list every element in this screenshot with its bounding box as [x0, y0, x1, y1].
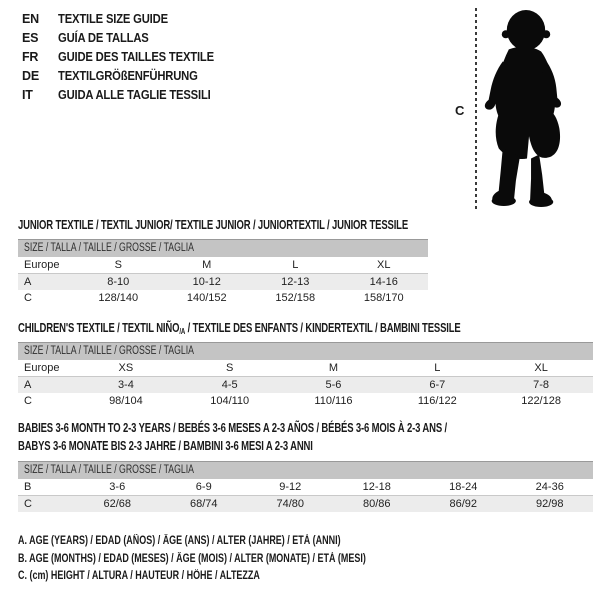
table-row: [18, 360, 593, 377]
cell: 140/152: [186, 292, 227, 304]
cell: M: [163, 257, 252, 274]
table-row: [18, 257, 428, 274]
row-label: Europe: [18, 257, 74, 274]
baby-silhouette: [480, 7, 574, 209]
cell: 3-4: [74, 377, 178, 394]
children-table-title: CHILDREN'S TEXTILE / TEXTIL NIÑO/A / TEXTILE DES ENFANTS / KINDERTEXTIL / BAMBINI TESSILE: [18, 321, 461, 336]
legend-notes: [18, 533, 464, 586]
cell: 24-36: [507, 479, 594, 496]
table-row: [18, 377, 593, 394]
table-row: [18, 393, 593, 409]
row-label: Europe: [18, 360, 74, 377]
lang-code: EN: [22, 12, 39, 26]
height-measure-label: C: [455, 103, 465, 118]
lang-label: GUÍA DE TALLAS: [58, 31, 149, 45]
cell: 158/170: [363, 292, 404, 304]
row-label: B: [18, 479, 74, 496]
cell: 98/104: [109, 395, 143, 407]
cell: 80/86: [334, 496, 421, 513]
height-measure-dashed-line: [475, 8, 477, 210]
size-header-bar: SIZE / TALLA / TAILLE / GRÖSSE / TAGLIA: [18, 343, 593, 361]
row-label: A: [18, 377, 74, 394]
cell: XL: [340, 257, 429, 274]
note-c: C. (cm) HEIGHT / ALTURA / HAUTEUR / HÖHE / ALTEZZA: [18, 570, 260, 582]
cell: 152/158: [275, 292, 316, 304]
size-header-bar: SIZE / TALLA / TAILLE / GRÖSSE / TAGLIA: [18, 240, 428, 258]
cell: 4-5: [178, 377, 282, 394]
table-row: [18, 479, 593, 496]
cell: M: [282, 360, 386, 377]
cell: S: [74, 257, 163, 274]
lang-code: FR: [22, 50, 39, 64]
lang-row-it: [22, 88, 231, 107]
table-row: [18, 496, 593, 513]
cell: L: [251, 257, 340, 274]
lang-label: GUIDA ALLE TAGLIE TESSILI: [58, 88, 211, 102]
cell: 110/116: [314, 395, 353, 407]
cell: 62/68: [74, 496, 161, 513]
cell: 6-9: [161, 479, 248, 496]
cell: 3-6: [74, 479, 161, 496]
cell: 6-7: [385, 377, 489, 394]
lang-row-fr: [22, 50, 231, 69]
size-header-bar: SIZE / TALLA / TAILLE / GRÖSSE / TAGLIA: [18, 462, 593, 480]
lang-label: TEXTILE SIZE GUIDE: [58, 12, 168, 26]
row-label: C: [24, 395, 32, 407]
note-b: B. AGE (MONTHS) / EDAD (MESES) / ÂGE (MOIS) / ALTER (MONATE) / ETÀ (MESI): [18, 552, 366, 565]
row-label: C: [18, 496, 74, 513]
babies-table-title: BABIES 3-6 MONTH TO 2-3 YEARS / BEBÉS 3-6 MESES A 2-3 AÑOS / BÉBÉS 3-6 MOIS À 2-3 ANS / BABYS 3-6 MONATE BIS 2-3 JAHRE / BAMBINI 3-6 MESI A 2-3 ANNI: [18, 421, 447, 453]
cell: 86/92: [420, 496, 507, 513]
table-row: [18, 274, 428, 291]
cell: 18-24: [420, 479, 507, 496]
row-label: C: [24, 292, 32, 304]
cell: 68/74: [161, 496, 248, 513]
lang-row-es: [22, 31, 231, 50]
note-a: A. AGE (YEARS) / EDAD (AÑOS) / ÂGE (ANS) / ALTER (JAHRE) / ETÀ (ANNI): [18, 535, 341, 547]
lang-row-en: [22, 12, 231, 31]
children-size-table: [18, 342, 593, 409]
lang-label: TEXTILGRÖßENFÜHRUNG: [58, 69, 198, 83]
cell: 122/128: [521, 395, 561, 407]
cell: 5-6: [282, 377, 386, 394]
lang-code: ES: [22, 31, 39, 45]
cell: 10-12: [163, 274, 252, 291]
cell: L: [385, 360, 489, 377]
cell: XL: [489, 360, 593, 377]
language-title-block: [22, 12, 231, 107]
cell: 12-18: [334, 479, 421, 496]
cell: 14-16: [340, 274, 429, 291]
cell: 12-13: [251, 274, 340, 291]
lang-code: IT: [22, 88, 33, 102]
cell: 128/140: [98, 292, 139, 304]
cell: 116/122: [417, 395, 457, 407]
babies-size-table: [18, 461, 593, 512]
cell: 74/80: [247, 496, 334, 513]
cell: S: [178, 360, 282, 377]
cell: XS: [74, 360, 178, 377]
table-row: [18, 290, 428, 306]
junior-table-title: JUNIOR TEXTILE / TEXTIL JUNIOR/ TEXTILE JUNIOR / JUNIORTEXTIL / JUNIOR TESSILE: [18, 218, 409, 232]
lang-row-de: [22, 69, 231, 88]
cell: 104/110: [210, 395, 250, 407]
cell: 9-12: [247, 479, 334, 496]
junior-size-table: [18, 239, 428, 306]
cell: 92/98: [507, 496, 594, 513]
subscript: /A: [179, 327, 186, 336]
row-label: A: [18, 274, 74, 291]
cell: 8-10: [74, 274, 163, 291]
lang-code: DE: [22, 69, 39, 83]
cell: 7-8: [489, 377, 593, 394]
lang-label: GUIDE DES TAILLES TEXTILE: [58, 50, 214, 64]
